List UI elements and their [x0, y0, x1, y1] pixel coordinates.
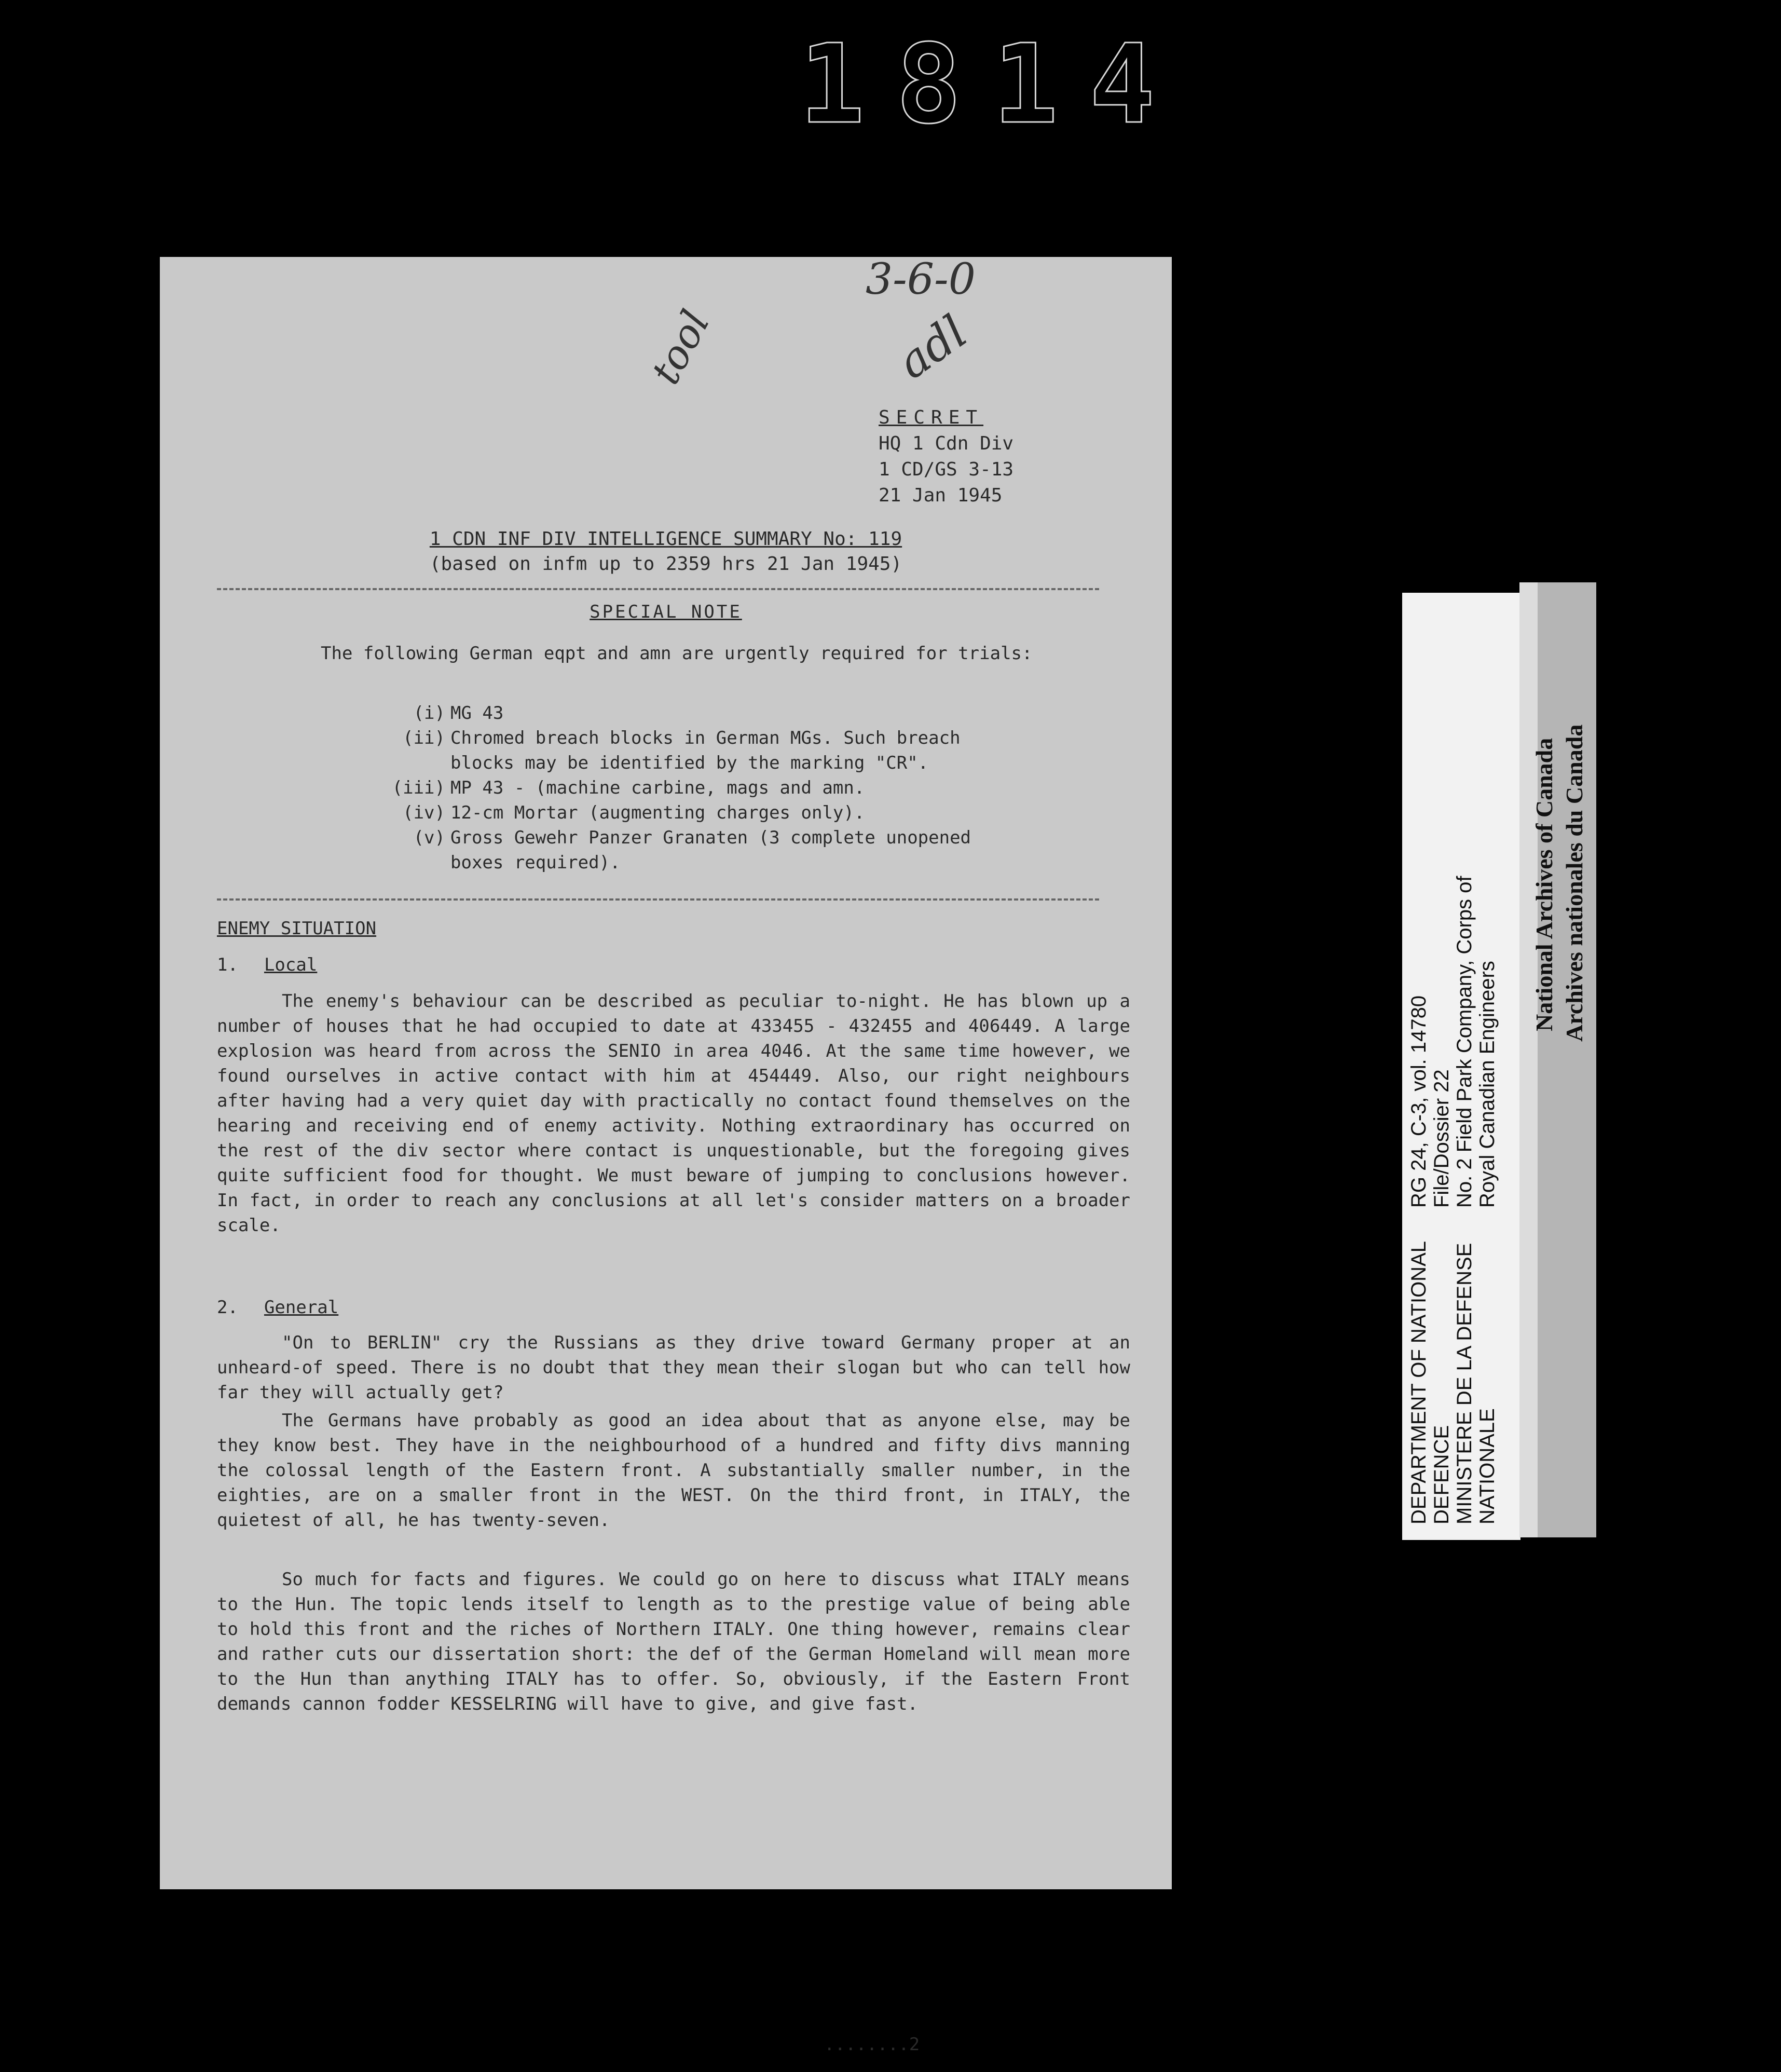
document-title: 1 CDN INF DIV INTELLIGENCE SUMMARY No: 119 [429, 528, 902, 550]
subsection-number: 1. [217, 955, 238, 975]
intelligence-summary [160, 255, 1172, 2055]
department-block [1407, 1241, 1499, 1524]
list-item [357, 800, 1161, 825]
classification-block [879, 405, 1013, 509]
header-line: 1 CD/GS 3-13 [879, 459, 1014, 480]
label-line: File/Dossier 22 [1430, 1069, 1453, 1208]
list-item-number: (iii) [392, 778, 445, 798]
special-note-intro: The following German eqpt and amn are urgently required for trials: [321, 643, 1033, 664]
list-item-number: (iv) [403, 802, 445, 823]
list-item-text: Chromed breach blocks in German MGs. Such breach blocks may be identified by the marking "CR". [450, 728, 961, 773]
dashed-divider [217, 898, 1099, 901]
archive-reference-label [1402, 593, 1520, 1540]
label-line: MINISTERE DE LA DEFENSE [1453, 1243, 1476, 1524]
archives-name-label [1519, 582, 1596, 1537]
list-item-number: (v) [413, 827, 445, 848]
list-item [357, 825, 1161, 875]
section-heading: ENEMY SITUATION [217, 918, 377, 939]
subsection-number: 2. [217, 1297, 238, 1318]
dashed-divider [217, 588, 1099, 590]
list-item-text: MP 43 - (machine carbine, mags and amn. [450, 778, 865, 798]
list-item [357, 726, 1161, 775]
file-reference-block [1407, 876, 1499, 1208]
header-line: 21 Jan 1945 [879, 485, 1003, 506]
paragraph-text: The enemy's behaviour can be described as peculiar to-night. He has blown up a number of houses that he had occupied to date at 433455 - 432455 and 406449. A large explosion was heard from across the SENIO in area 4046. At the same time however, we found ourselves in active contact with him at 454449. Also, our right neighbours after having had a very quiet day with practically no contact found themselves on the hearing and receiving end of enemy activity. Nothing extraordinary has occurred on the rest of the div sector where contact is unquestionable, but the foregoing gives quite sufficient food for thought. We must beware of jumping to conclusions however. In fact, in order to reach any conclusions at all let's consider matters on a broader scale. [217, 991, 1130, 1236]
label-line: NATIONALE [1476, 1408, 1499, 1524]
label-line: DEFENCE [1430, 1425, 1453, 1524]
list-item-text: MG 43 [450, 703, 504, 724]
header-line: HQ 1 Cdn Div [879, 433, 1014, 454]
subsection-label: Local [264, 955, 318, 975]
handwritten-file-reference: 3-6-0 [866, 255, 976, 304]
label-line: RG 24, C-3, vol. 14780 [1407, 995, 1430, 1208]
list-item-text: 12-cm Mortar (augmenting charges only). [450, 802, 865, 823]
paragraph-text: So much for facts and figures. We could go on here to discuss what ITALY means to the Hun. The topic lends itself to length as to the prestige value of being able to hold this front and the riches of Northern ITALY. One thing however, remains clear and rather cuts our dissertation short: the def of the German Homeland will mean more to the Hun than anything ITALY has to offer. So, obviously, if the Eastern Front demands cannon fodder KESSELRING will have to give, and give fast. [217, 1569, 1130, 1714]
list-item-text: Gross Gewehr Panzer Granaten (3 complete unopened boxes required). [450, 827, 971, 873]
label-line: DEPARTMENT OF NATIONAL [1407, 1241, 1430, 1524]
list-item [357, 775, 1161, 800]
label-line: No. 2 Field Park Company, Corps of [1453, 876, 1476, 1208]
archives-name-french: Archives nationales du Canada [1561, 724, 1587, 1042]
subsection-heading [217, 952, 317, 977]
label-line: Royal Canadian Engineers [1476, 961, 1499, 1208]
document-title-block [160, 527, 1172, 577]
paragraph [217, 1408, 1130, 1533]
classification-marking: SECRET [879, 407, 984, 428]
continuation-marker: ........2 [824, 2034, 920, 2055]
document-page [160, 255, 1172, 2055]
paragraph-text: "On to BERLIN" cry the Russians as they drive toward Germany proper at an unheard-of speed. There is no doubt that they mean their slogan but who can tell how far they will actually get? [217, 1332, 1130, 1403]
special-note-list [357, 701, 1161, 875]
paragraph-text: The Germans have probably as good an idea about that as anyone else, may be they know best. They have in the neighbourhood of a hundred and fifty divs manning the colossal length of the Eastern front. A substantially smaller number, in the eighties, are on a smaller front in the WEST. On the third front, in ITALY, the quietest of all, he has twenty-seven. [217, 1410, 1130, 1531]
handwritten-initials: adl [887, 305, 977, 390]
paragraph [217, 1330, 1130, 1405]
list-item [357, 701, 1161, 726]
list-item-number: (ii) [403, 728, 445, 748]
subsection-label: General [264, 1297, 339, 1318]
archives-name-english: National Archives of Canada [1531, 738, 1557, 1031]
microfilm-frame-number: 1814 [799, 21, 1186, 148]
paragraph [217, 989, 1130, 1238]
subsection-heading [217, 1295, 338, 1320]
list-item-number: (i) [413, 703, 445, 724]
handwritten-annotation: tool [642, 303, 719, 392]
document-subtitle: (based on infm up to 2359 hrs 21 Jan 1945) [429, 553, 902, 575]
special-note-heading: SPECIAL NOTE [590, 602, 742, 622]
paragraph [217, 1567, 1130, 1716]
